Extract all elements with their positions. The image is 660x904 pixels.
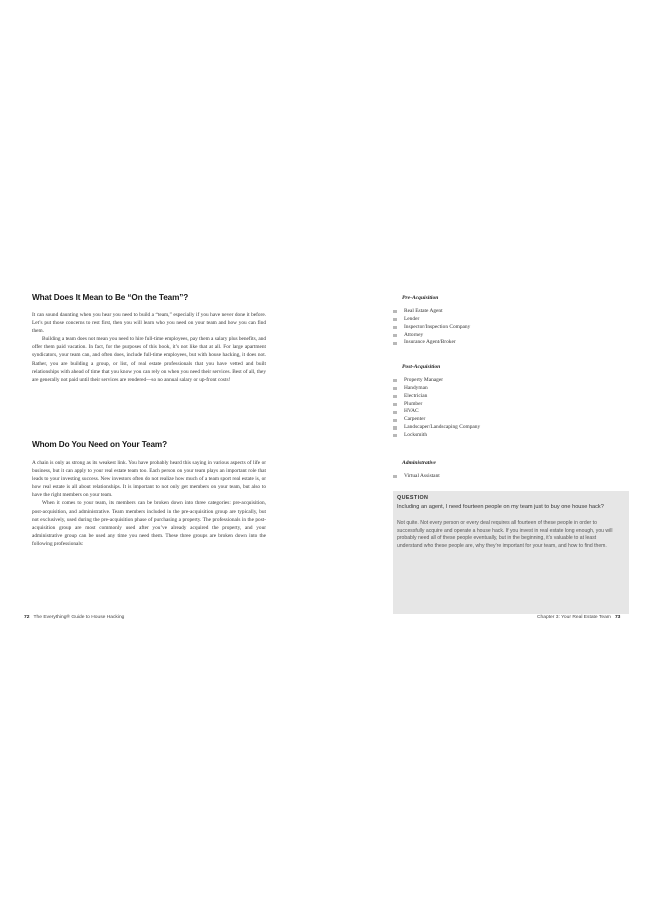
square-bullet-icon	[393, 426, 397, 429]
square-bullet-icon	[393, 334, 397, 337]
square-bullet-icon	[393, 379, 397, 382]
list-item: Virtual Assistant	[393, 473, 440, 481]
page-number: 72	[24, 615, 30, 620]
list-item: Lender	[393, 316, 470, 324]
chapter-title: Chapter 3: Your Real Estate Team	[537, 615, 611, 620]
pre-acquisition-list	[393, 308, 470, 347]
section-heading-on-the-team: What Does It Mean to Be “On the Team”?	[32, 293, 189, 302]
section1-text	[32, 311, 266, 384]
square-bullet-icon	[393, 395, 397, 398]
section2-text	[32, 459, 266, 548]
book-title: The Everything® Guide to House Hacking	[33, 615, 125, 620]
list-item: HVAC	[393, 408, 480, 416]
list-item: Handyman	[393, 385, 480, 393]
paragraph: Building a team does not mean you need to hire full-time employees, pay them a salary plus benefits, and offer them paid vacation. In fact, for the purposes of this book, it’s not like that at all. For large apartment syndicators, your team can, and often does, include full-time employees, but with house hacking, it does not. Rather, you are building a group, or list, of real estate professionals that you have vetted and built relationships with ahead of time that you know you can rely on when you need their services. Best of all, they are generally not paid until their services are rendered—so no annual salary or up-front costs!	[32, 336, 266, 383]
list-item: Real Estate Agent	[393, 308, 470, 316]
square-bullet-icon	[393, 318, 397, 321]
list-item: Attorney	[393, 332, 470, 340]
answer-text: Not quite. Not every person or every deal requires all fourteen of these people in order to successfully acquire and operate a house hack. If you invest in real estate long enough, you will probably need all of these people eventually, but in the beginning, it’s valuable to at least understand who these people are, why they’re important for your team, and how to find them.	[397, 520, 613, 549]
square-bullet-icon	[393, 411, 397, 414]
square-bullet-icon	[393, 403, 397, 406]
paragraph: It can sound daunting when you hear you need to build a “team,” especially if you have never done it before. Let’s put those concerns to rest first, then you will learn who you need on your team and how you can find them.	[32, 312, 266, 335]
right-footer	[537, 615, 620, 620]
list-item: Carpenter	[393, 416, 480, 424]
list-item: Property Manager	[393, 377, 480, 385]
square-bullet-icon	[393, 419, 397, 422]
left-footer	[24, 615, 124, 620]
list-item: Electrician	[393, 393, 480, 401]
square-bullet-icon	[393, 387, 397, 390]
group-title-administrative: Administrative	[402, 460, 436, 466]
list-item: Landscaper/Landscaping Company	[393, 424, 480, 432]
square-bullet-icon	[393, 310, 397, 313]
list-item: Plumber	[393, 401, 480, 409]
paragraph: When it comes to your team, its members can be broken down into three categories: pre-acquisition, post-acquisition, and administrative. Team members included in the pre-acquisition group are typically, but not exclusively, used during the pre-acquisition phase of purchasing a property. The professionals in the post-acquisition group are most commonly used after you’ve already acquired the property, and your administrative group can be used any time you need them. These three groups are broken down into the following professionals:	[32, 500, 266, 547]
question-sidebar-box	[393, 491, 629, 614]
square-bullet-icon	[393, 326, 397, 329]
list-item: Locksmith	[393, 432, 480, 440]
group-title-post-acquisition: Post-Acquisition	[402, 364, 441, 370]
page-number: 73	[614, 615, 621, 620]
list-item: Insurance Agent/Broker	[393, 339, 470, 347]
right-page	[330, 0, 660, 904]
post-acquisition-list	[393, 377, 480, 440]
question-label: QUESTION	[397, 495, 429, 501]
square-bullet-icon	[393, 434, 397, 437]
question-text: Including an agent, I need fourteen people on my team just to buy one house hack?	[397, 504, 604, 510]
square-bullet-icon	[393, 342, 397, 345]
square-bullet-icon	[393, 475, 397, 478]
administrative-list	[393, 473, 440, 481]
group-title-pre-acquisition: Pre-Acquisition	[402, 295, 439, 301]
paragraph: A chain is only as strong as its weakest link. You have probably heard this saying in various aspects of life or business, but it can apply to your real estate team too. Each person on your team plays an important role that leads to your investing success. New investors often do not realize how much of a team sport real estate is, or how real estate is all about relationships. It is important to not only get members on your team, but also to have the right members on your team.	[32, 460, 266, 499]
section-heading-whom-do-you-need: Whom Do You Need on Your Team?	[32, 440, 167, 449]
list-item: Inspector/Inspection Company	[393, 324, 470, 332]
